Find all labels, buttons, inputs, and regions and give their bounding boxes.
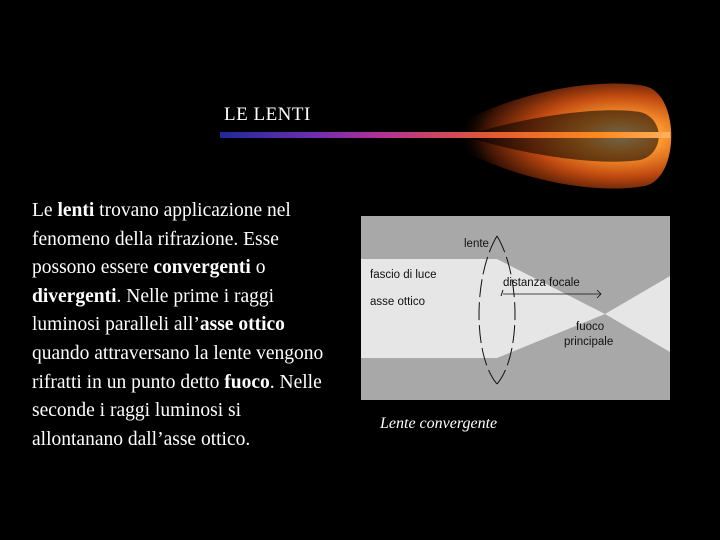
slide-title: LE LENTI (224, 104, 311, 125)
body-text-6: . Nelle seconde i raggi luminosi si allontanano dall’asse ottico. (32, 371, 322, 450)
body-text-3: o (250, 257, 266, 279)
body-bold-asse-ottico: asse ottico (199, 314, 285, 336)
lens-diagram (361, 216, 670, 400)
body-paragraph (32, 197, 332, 454)
body-bold-lenti: lenti (57, 200, 95, 221)
title-bar (220, 132, 670, 138)
body-bold-fuoco: fuoco (224, 371, 270, 393)
diagram-caption: Lente convergente (380, 415, 498, 432)
label-fuoco-1: fuoco (576, 321, 605, 333)
body-text-1: Le (32, 200, 58, 221)
label-lente: lente (464, 238, 489, 250)
body-text-2: trovano applicazione nel fenomeno della rifrazione. Esse possono essere (32, 200, 291, 279)
label-fascio: fascio di luce (370, 269, 437, 281)
body-text-5: quando attraversano la lente vengono rifratti in un punto detto (32, 342, 324, 393)
label-distanza: distanza focale (503, 277, 580, 289)
body-bold-divergenti: divergenti (32, 285, 117, 307)
body-text-4: . Nelle prime i raggi luminosi paralleli all’ (32, 285, 275, 336)
label-asse: asse ottico (370, 296, 425, 308)
body-bold-convergenti: convergenti (153, 257, 251, 279)
label-fuoco-2: principale (564, 336, 614, 348)
